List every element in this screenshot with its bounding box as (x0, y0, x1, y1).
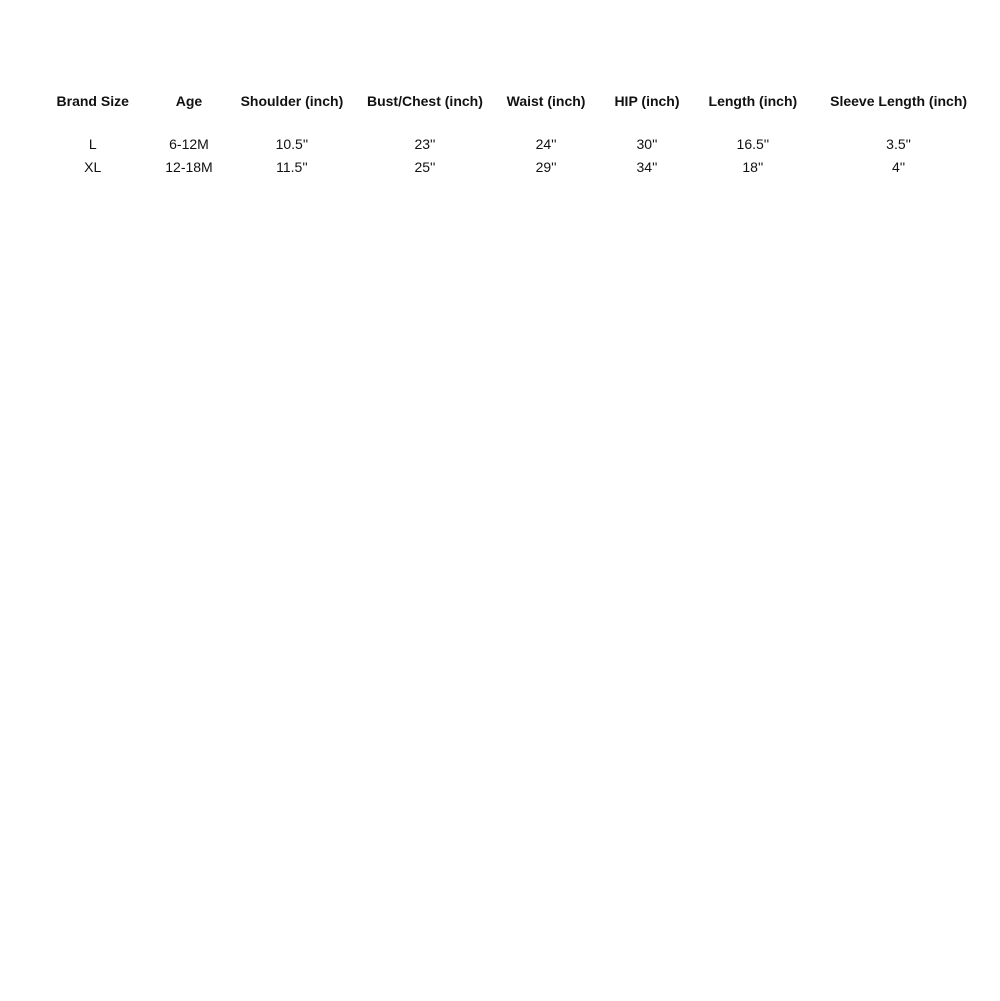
cell-age: 12-18M (165, 158, 213, 175)
column-header-sleeve-length: Sleeve Length (inch) (830, 93, 968, 109)
column-header-age: Age (175, 93, 203, 109)
cell-length: 18'' (742, 158, 764, 175)
cell-hip: 34'' (636, 158, 658, 175)
table-row (48, 155, 1000, 178)
cell-waist: 29'' (535, 158, 557, 175)
cell-length: 16.5'' (736, 135, 770, 152)
table-row (48, 132, 1000, 155)
cell-hip: 30'' (636, 135, 658, 152)
cell-waist: 24'' (535, 135, 557, 152)
cell-sleeve-length: 4'' (892, 158, 906, 175)
table-header-row (48, 88, 1000, 114)
column-header-brand-size: Brand Size (56, 93, 129, 109)
cell-shoulder: 11.5'' (276, 158, 308, 175)
cell-brand-size: XL (84, 158, 102, 175)
column-header-bust-chest: Bust/Chest (inch) (366, 93, 483, 109)
column-header-waist: Waist (inch) (506, 93, 586, 109)
column-header-length: Length (inch) (708, 93, 798, 109)
cell-bust-chest: 25'' (414, 158, 436, 175)
table-spacer-row (48, 114, 1000, 132)
cell-shoulder: 10.5'' (275, 135, 309, 152)
cell-brand-size: L (88, 135, 97, 152)
cell-age: 6-12M (169, 135, 209, 152)
column-header-hip: HIP (inch) (614, 93, 680, 109)
cell-bust-chest: 23'' (414, 135, 436, 152)
cell-sleeve-length: 3.5'' (886, 135, 911, 152)
size-chart-table (48, 88, 1000, 178)
column-header-shoulder: Shoulder (inch) (240, 93, 344, 109)
